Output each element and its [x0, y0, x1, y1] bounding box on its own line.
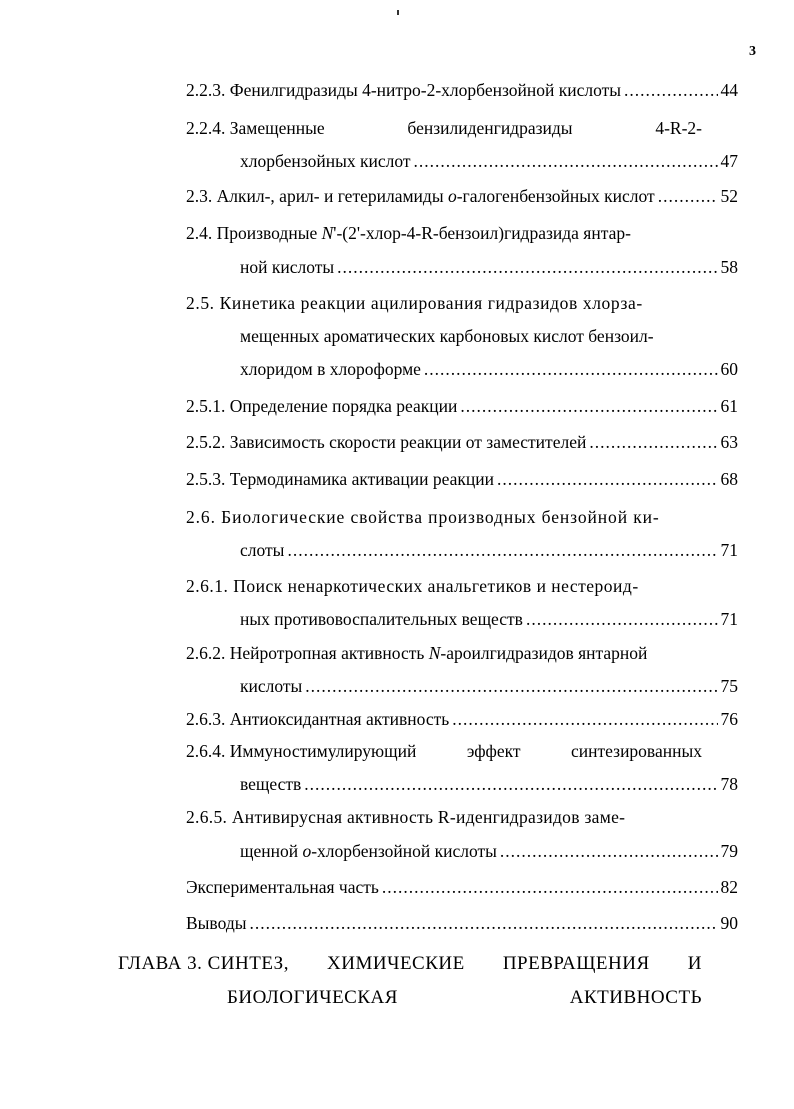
dot-leader: [414, 151, 718, 171]
toc-entry-title: 2.5.3. Термодинамика активации реакции: [186, 469, 494, 489]
toc-entry-title: 2.5.1. Определение порядка реакции: [186, 396, 458, 416]
toc-text-part: 2.6.2. Нейротропная активность: [186, 643, 429, 663]
toc-entry-2-6-2-line1: [186, 643, 647, 663]
toc-entry-page: 68: [720, 469, 738, 489]
toc-entry-title: веществ: [240, 774, 302, 794]
dot-leader: [526, 609, 718, 629]
toc-entry-page: 82: [720, 877, 738, 897]
toc-text-part: -галогенбензойных кислот: [456, 186, 655, 206]
toc-entry-title: хлоридом в хлороформе: [240, 359, 421, 379]
toc-entry-page: 76: [720, 709, 738, 729]
toc-word: 4-R-2-: [655, 118, 702, 138]
toc-entry-2-2-4-line2: [240, 151, 738, 171]
toc-entry-2-5-1: [186, 396, 738, 416]
chapter-word: ХИМИЧЕСКИЕ: [327, 953, 465, 974]
chapter-heading-line2: [227, 987, 702, 1009]
chapter-word: БИОЛОГИЧЕСКАЯ: [227, 987, 398, 1008]
toc-entry-title: слоты: [240, 540, 285, 560]
chapter-word: АКТИВНОСТЬ: [569, 987, 702, 1008]
toc-entry-page: 63: [720, 432, 738, 452]
toc-text-part: '-(2'-хлор-4-R-бензоил)гидразида янтар-: [333, 223, 631, 243]
toc-entry-page: 60: [720, 359, 738, 379]
toc-entry-page: 61: [720, 396, 738, 416]
toc-entry-title: хлорбензойных кислот: [240, 151, 411, 171]
toc-entry-2-5-3: [186, 469, 738, 489]
toc-text-part: 2.4. Производные: [186, 223, 322, 243]
toc-entry-page: 75: [720, 676, 738, 696]
toc-word: 2.6.4. Иммуностимулирующий: [186, 741, 417, 761]
toc-entry-2-2-3: [186, 80, 738, 100]
toc-entry-2-6-line2: [240, 540, 738, 560]
toc-italic-symbol: o: [302, 841, 312, 861]
toc-text-part: щенной: [240, 841, 303, 861]
toc-word: бензилиденгидразиды: [407, 118, 573, 138]
toc-entry-2-6-1-line2: [240, 609, 738, 629]
toc-entry-2-5-line2: мещенных ароматических карбоновых кислот бензоил-: [240, 326, 654, 346]
toc-entry-page: 58: [720, 257, 738, 277]
toc-word: синтезированных: [571, 741, 702, 761]
dot-leader: [424, 359, 718, 379]
toc-entry-2-6-3: [186, 709, 738, 729]
toc-entry-2-6-1-line1: 2.6.1. Поиск ненаркотических анальгетиков и нестероид-: [186, 576, 639, 596]
dot-leader: [500, 841, 718, 861]
dot-leader: [382, 877, 718, 897]
toc-entry-title: ных противовоспалительных веществ: [240, 609, 523, 629]
toc-entry-2-3: [186, 186, 738, 206]
toc-entry-page: 78: [720, 774, 738, 794]
toc-entry-title: Выводы: [186, 913, 247, 933]
dot-leader: [337, 257, 717, 277]
toc-entry-2-6-line1: 2.6. Биологические свойства производных бензойной ки-: [186, 507, 660, 527]
page-number: 3: [749, 44, 756, 59]
toc-entry-2-5-line1: 2.5. Кинетика реакции ацилирования гидразидов хлорза-: [186, 293, 643, 313]
toc-entry-title: 2.6.3. Антиоксидантная активность: [186, 709, 450, 729]
dot-leader: [287, 540, 717, 560]
toc-word: эффект: [466, 741, 521, 761]
toc-entry-title: Экспериментальная часть: [186, 877, 379, 897]
toc-entry-conclusions: [186, 913, 738, 933]
toc-entry-2-6-2-line2: [240, 676, 738, 696]
toc-entry-page: 44: [720, 80, 738, 100]
dot-leader: [624, 80, 717, 100]
dot-leader: [497, 469, 718, 489]
toc-entry-title: [240, 841, 497, 861]
toc-entry-title: ной кислоты: [240, 257, 335, 277]
dot-leader: [305, 676, 717, 696]
dot-leader: [452, 709, 717, 729]
toc-text-part: -хлорбензойной кислоты: [311, 841, 497, 861]
dot-leader: [304, 774, 717, 794]
toc-text-part: 2.3. Алкил-, арил- и гетериламиды: [186, 186, 448, 206]
toc-entry-page: 71: [720, 540, 738, 560]
toc-text-part: -ароилгидразидов янтарной: [440, 643, 648, 663]
toc-entry-2-6-4-line2: [240, 774, 738, 794]
toc-entry-2-2-4-line1: [186, 118, 702, 138]
toc-italic-symbol: N: [428, 643, 441, 663]
toc-entry-page: 90: [720, 913, 738, 933]
toc-italic-symbol: N: [321, 223, 334, 243]
toc-word: 2.2.4. Замещенные: [186, 118, 325, 138]
toc-entry-2-5-line3: [240, 359, 738, 379]
toc-entry-page: 71: [720, 609, 738, 629]
toc-entry-page: 52: [720, 186, 738, 206]
toc-entry-title: 2.2.3. Фенилгидразиды 4-нитро-2-хлорбензойной кислоты: [186, 80, 622, 100]
dot-leader: [460, 396, 717, 416]
toc-entry-experimental: [186, 877, 738, 897]
toc-entry-page: 79: [720, 841, 738, 861]
toc-entry-2-4-line1: [186, 223, 706, 243]
dot-leader: [658, 186, 718, 206]
dot-leader: [249, 913, 717, 933]
toc-entry-title: кислоты: [240, 676, 303, 696]
chapter-word: ПРЕВРАЩЕНИЯ: [502, 953, 650, 974]
chapter-heading-line1: [118, 953, 702, 975]
toc-entry-2-6-4-line1: [186, 741, 702, 761]
chapter-word: И: [687, 953, 702, 974]
chapter-word: ГЛАВА 3. СИНТЕЗ,: [118, 953, 289, 974]
toc-entry-2-5-2: [186, 432, 738, 452]
toc-entry-2-6-5-line2: [240, 841, 738, 861]
toc-entry-title: [186, 186, 655, 206]
toc-entry-2-4-line2: [240, 257, 738, 277]
dot-leader: [589, 432, 717, 452]
toc-italic-symbol: o: [447, 186, 457, 206]
toc-entry-title: 2.5.2. Зависимость скорости реакции от заместителей: [186, 432, 587, 452]
toc-entry-2-6-5-line1: 2.6.5. Антивирусная активность R-иденгидразидов заме-: [186, 807, 626, 827]
toc-entry-page: 47: [720, 151, 738, 171]
scan-artifact-mark: [397, 10, 399, 15]
